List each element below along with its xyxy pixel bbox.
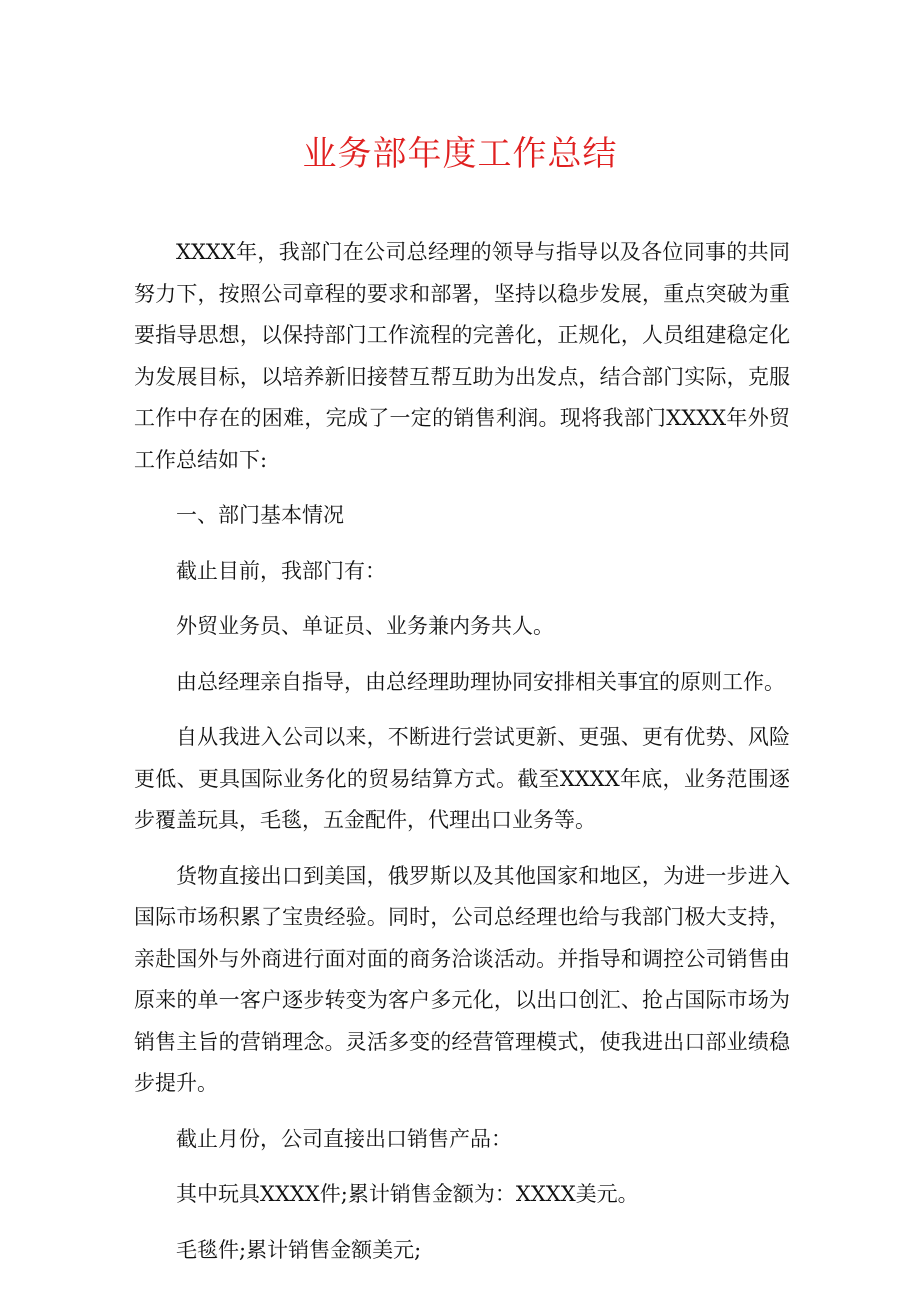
document-title: 业务部年度工作总结 <box>302 134 618 174</box>
paragraph: 外贸业务员、单证员、业务兼内务共人。 <box>176 614 554 638</box>
paragraph-intro: XXXX年，我部门在公司总经理的领导与指导以及各位同事的共同努力下，按照公司章程的要求和部署，坚持以稳步发展，重点突破为重要指导思想，以保持部门工作流程的完善化，正规化，人员组建稳定化为发展目标，以培养新旧接替互帮互助为出发点，结合部门实际，克服工作中存在的困难，完成了一定的销售利润。现将我部门XXXX年外贸工作总结如下: <box>134 240 790 472</box>
paragraph: 毛毯件;累计销售金额美元; <box>176 1237 422 1262</box>
document-body <box>134 232 790 1285</box>
paragraph: 其中玩具XXXX件;累计销售金额为：XXXX美元。 <box>176 1182 639 1206</box>
paragraph: 截止月份，公司直接出口销售产品： <box>176 1126 512 1151</box>
paragraph: 货物直接出口到美国，俄罗斯以及其他国家和地区，为进一步进入国际市场积累了宝贵经验。同时，公司总经理也给与我部门极大支持，亲赴国外与外商进行面对面的商务洽谈活动。并指导和调控公司销售由原来的单一客户逐步转变为客户多元化，以出口创汇、抢占国际市场为销售主旨的营销理念。灵活多变的经营管理模式，使我进出口部业绩稳步提升。 <box>134 863 790 1095</box>
paragraph: 截止目前，我部门有： <box>176 558 386 583</box>
paragraph: 自从我进入公司以来，不断进行尝试更新、更强、更有优势、风险更低、更具国际业务化的贸易结算方式。截至XXXX年底，业务范围逐步覆盖玩具，毛毯，五金配件，代理出口业务等。 <box>134 725 790 832</box>
section-heading-basic-situation: 一、部门基本情况 <box>176 503 344 527</box>
paragraph: 由总经理亲自指导，由总经理助理协同安排相关事宜的原则工作。 <box>176 669 785 694</box>
